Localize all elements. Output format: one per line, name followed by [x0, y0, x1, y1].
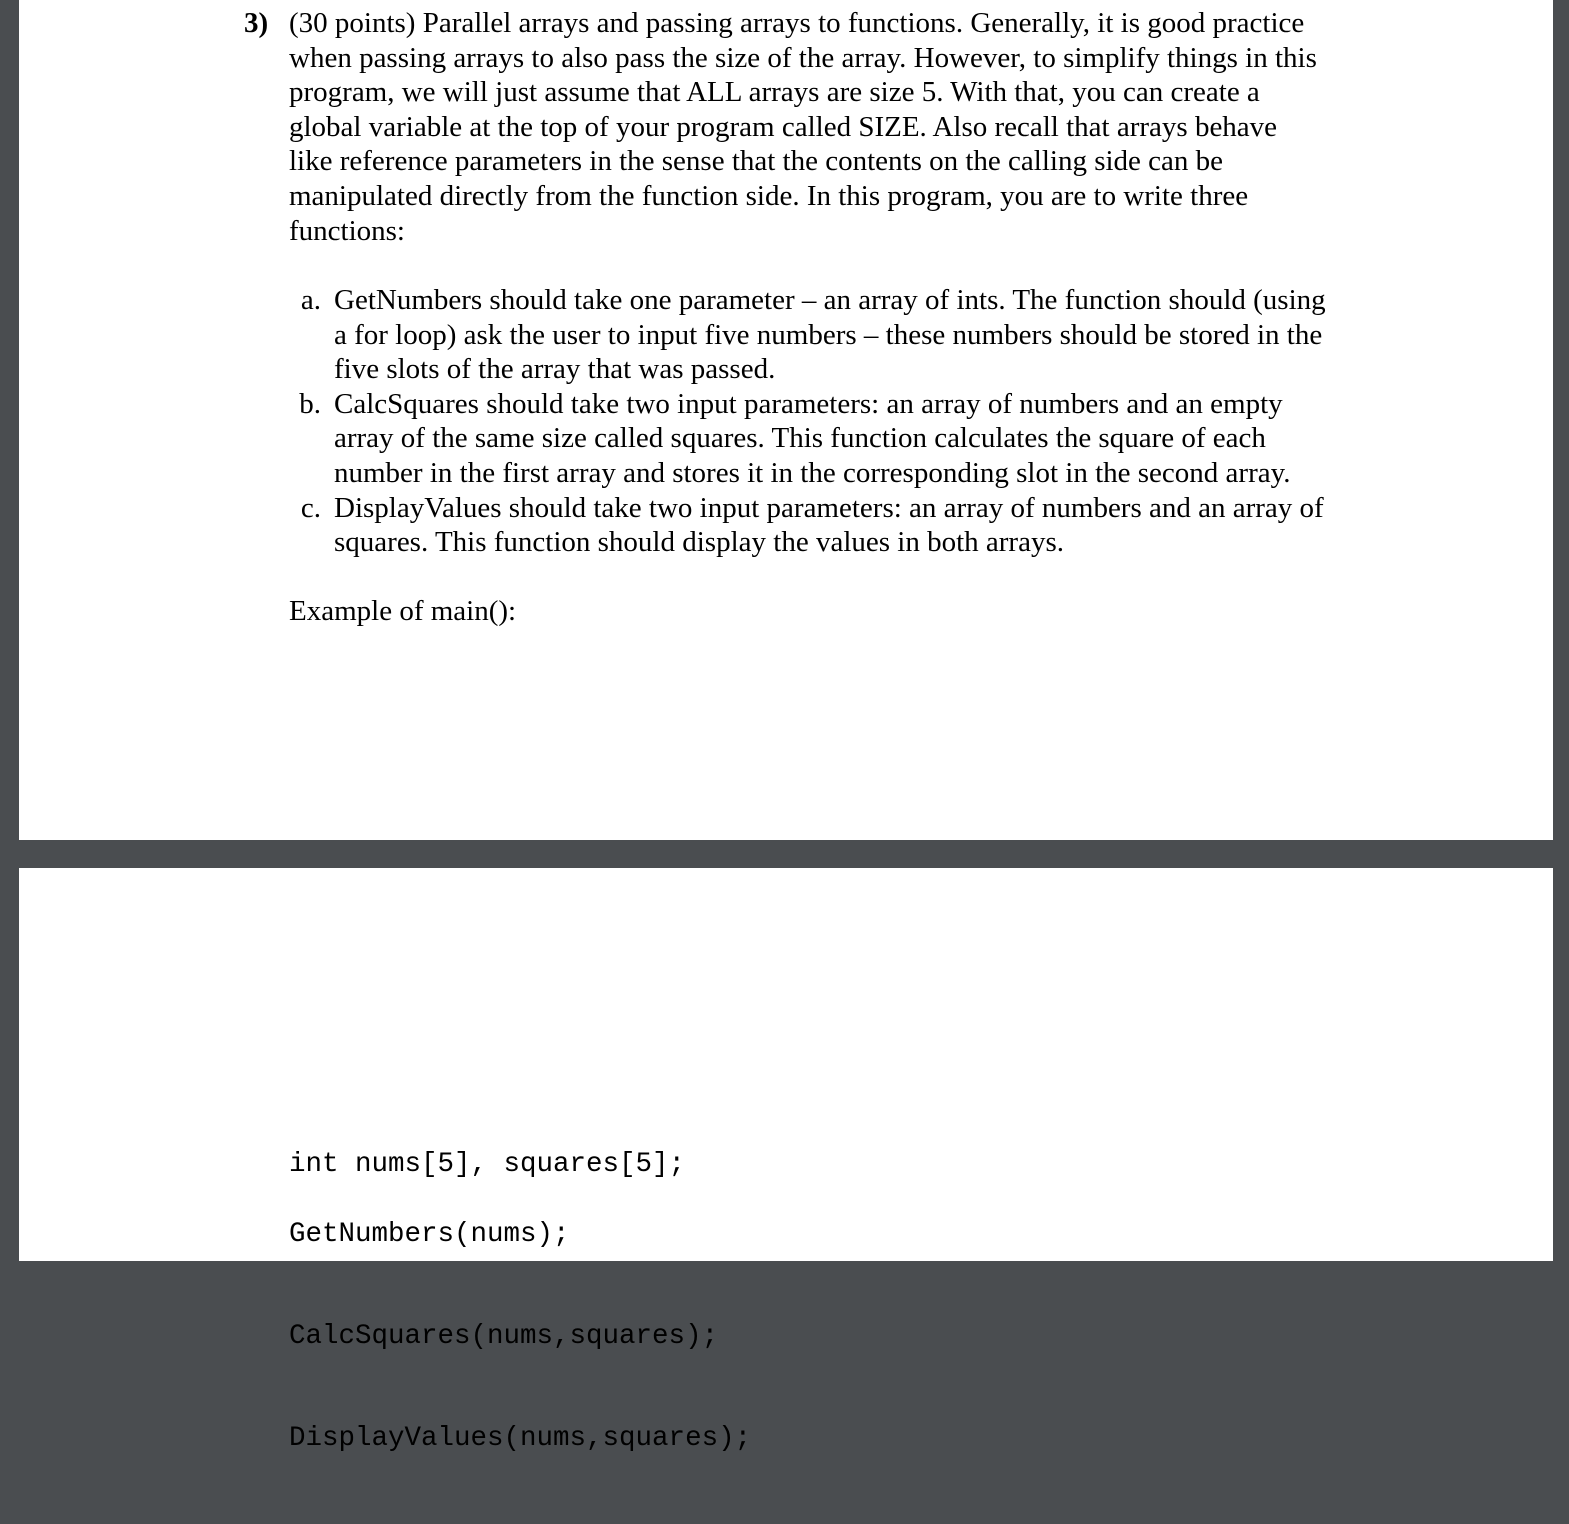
list-item-line: squares. This function should display the values in both arrays.: [334, 526, 1064, 559]
question-line: global variable at the top of your program called SIZE. Also recall that arrays behave: [289, 110, 1278, 143]
question-line: (30 points) Parallel arrays and passing arrays to functions. Generally, it is good practice: [289, 7, 1305, 39]
list-item-line: array of the same size called squares. This function calculates the square of each: [334, 422, 1266, 455]
list-marker: c.: [300, 491, 321, 524]
list-item-b: [281, 387, 1421, 491]
list-item-a: [281, 283, 1421, 387]
code-line: int nums[5], squares[5];: [289, 1149, 686, 1180]
question-number: 3): [244, 7, 269, 39]
list-item-c: [281, 491, 1421, 560]
list-item-line: CalcSquares should take two input parameters: an array of numbers and an empty: [334, 387, 1283, 420]
question-text: [289, 6, 1409, 248]
list-item-line: DisplayValues should take two input parameters: an array of numbers and an array of: [334, 491, 1324, 524]
question-line: manipulated directly from the function side. In this program, you are to write three: [289, 179, 1249, 212]
code-line: GetNumbers(nums);: [289, 1219, 570, 1250]
question-line: when passing arrays to also pass the size of the array. However, to simplify things in this: [289, 41, 1317, 74]
code-line: DisplayValues(nums,squares);: [289, 1423, 752, 1454]
question-line: functions:: [289, 214, 405, 247]
code-block-calls: [289, 1150, 751, 1524]
list-item-line: number in the first array and stores it in the corresponding slot in the second array.: [334, 456, 1291, 489]
function-list: [281, 283, 1421, 560]
example-label: Example of main():: [289, 595, 517, 627]
list-marker: a.: [300, 284, 321, 316]
list-item-line: GetNumbers should take one parameter – an array of ints. The function should (using: [334, 284, 1326, 316]
list-marker: b.: [299, 387, 321, 420]
code-line: CalcSquares(nums,squares);: [289, 1321, 719, 1352]
question-line: like reference parameters in the sense that the contents on the calling side can be: [289, 145, 1224, 178]
list-item-line: five slots of the array that was passed.: [334, 353, 776, 386]
page-1: [19, 0, 1553, 840]
page-2: [19, 868, 1553, 1454]
question-line: program, we will just assume that ALL arrays are size 5. With that, you can create a: [289, 76, 1260, 109]
list-item-line: a for loop) ask the user to input five numbers – these numbers should be stored in the: [334, 318, 1323, 351]
